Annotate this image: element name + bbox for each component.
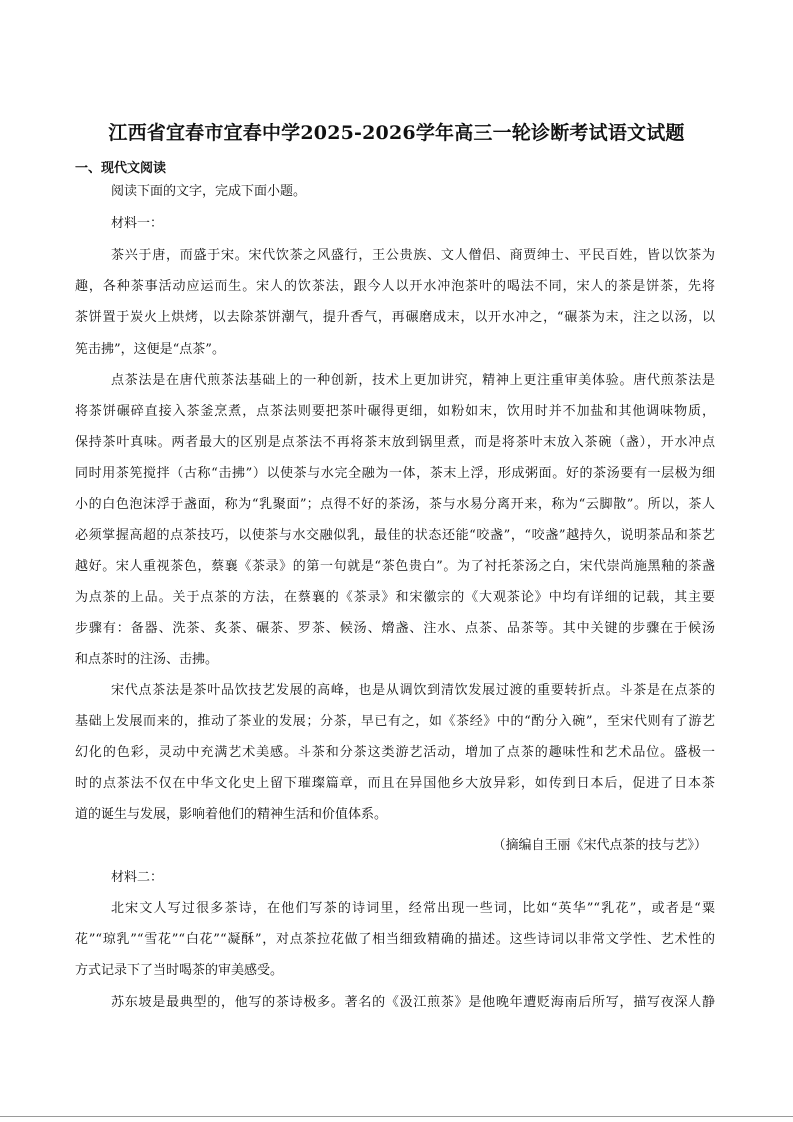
material-two-label: 材料二： — [111, 870, 164, 885]
source-citation: （摘编自王丽《宋代点茶的技与艺》） — [492, 838, 707, 853]
paragraph-line: 苏东坡是最典型的，他写的茶诗极多。著名的《汲江煎茶》是他晚年遭贬海南后所写，描写夜深人静 — [111, 995, 715, 1010]
paragraph-line: 保持茶叶真味。两者最大的区别是点茶法不再将茶末放到锅里煮，而是将茶叶末放入茶碗（盏），开水冲点 — [75, 435, 715, 450]
document-title: 江西省宜春市宜春中学2025-2026学年高三一轮诊断考试语文试题 — [108, 122, 685, 144]
paragraph-line: 点茶法是在唐代煎茶法基础上的一种创新，技术上更加讲究，精神上更注重审美体验。唐代煎茶法是 — [111, 373, 715, 388]
paragraph-line: 幻化的色彩，灵动中充满艺术美感。斗茶和分茶这类游艺活动，增加了点茶的趣味性和艺术品位。盛极一 — [75, 745, 715, 760]
instruction-line: 阅读下面的文字，完成下面小题。 — [111, 184, 307, 199]
paragraph-line: 茶兴于唐，而盛于宋。宋代饮茶之风盛行，王公贵族、文人僧侣、商贾绅士、平民百姓，皆以饮茶为 — [111, 248, 715, 263]
paragraph-line: 花”“琼乳”“雪花”“白花”“凝酥”，对点茶拉花做了相当细致精确的描述。这些诗词以非常文学性、艺术性的 — [75, 932, 715, 947]
paragraph-line: 宋代点茶法是茶叶品饮技艺发展的高峰，也是从调饮到清饮发展过渡的重要转折点。斗茶是在点茶的 — [111, 683, 715, 698]
paragraph-line: 趣，各种茶事活动应运而生。宋人的饮茶法，跟今人以开水冲泡茶叶的喝法不同，宋人的茶是饼茶，先将 — [75, 279, 715, 294]
paragraph-line: 越好。宋人重视茶色，蔡襄《茶录》的第一句就是“茶色贵白”。为了衬托茶汤之白，宋代崇尚施黑釉的茶盏 — [75, 559, 715, 574]
paragraph-line: 时的点茶法不仅在中华文化史上留下璀璨篇章，而且在异国他乡大放异彩，如传到日本后，促进了日本茶 — [75, 776, 715, 791]
material-one-label: 材料一： — [111, 216, 164, 231]
paragraph-line: 必须掌握高超的点茶技巧，以使茶与水交融似乳，最佳的状态还能“咬盏”，“咬盏”越持久，说明茶品和茶艺 — [75, 528, 715, 543]
paragraph-line: 同时用茶筅搅拌（古称“击拂”）以使茶与水完全融为一体，茶末上浮，形成粥面。好的茶汤要有一层极为细 — [75, 466, 715, 481]
paragraph-line: 筅击拂”，这便是“点茶”。 — [75, 342, 225, 357]
paragraph-line: 方式记录下了当时喝茶的审美感受。 — [75, 963, 284, 978]
paragraph-line: 基础上发展而来的，推动了茶业的发展；分茶，早已有之，如《茶经》中的“酌分入碗”，至宋代则有了游艺 — [75, 714, 715, 729]
paragraph-line: 小的白色泡沫浮于盏面，称为“乳聚面”；点得不好的茶汤，茶与水易分离开来，称为“云脚散”。所以，茶人 — [75, 497, 715, 512]
paragraph-line: 道的诞生与发展，影响着他们的精神生活和价值体系。 — [75, 807, 388, 822]
paragraph-line: 将茶饼碾碎直接入茶釜烹煮，点茶法则要把茶叶碾得更细，如粉如末，饮用时并不加盐和其他调味物质， — [75, 404, 715, 419]
paragraph-line: 北宋文人写过很多茶诗，在他们写茶的诗词里，经常出现一些词，比如“英华”“乳花”，或者是“粟 — [111, 901, 715, 916]
paragraph-line: 茶饼置于炭火上烘烤，以去除茶饼潮气，提升香气，再碾磨成末，以开水冲之，“碾茶为末，注之以汤，以 — [75, 310, 715, 325]
paragraph-line: 和点茶时的注汤、击拂。 — [75, 652, 219, 667]
paragraph-line: 为点茶的上品。关于点茶的方法，在蔡襄的《茶录》和宋徽宗的《大观茶论》中均有详细的记载，其主要 — [75, 590, 715, 605]
section-heading: 一、现代文阅读 — [75, 161, 167, 176]
footer-rule — [0, 1116, 793, 1117]
paragraph-line: 步骤有：备器、洗茶、炙茶、碾茶、罗茶、候汤、熁盏、注水、点茶、品茶等。其中关键的步骤在于候汤 — [75, 621, 715, 636]
